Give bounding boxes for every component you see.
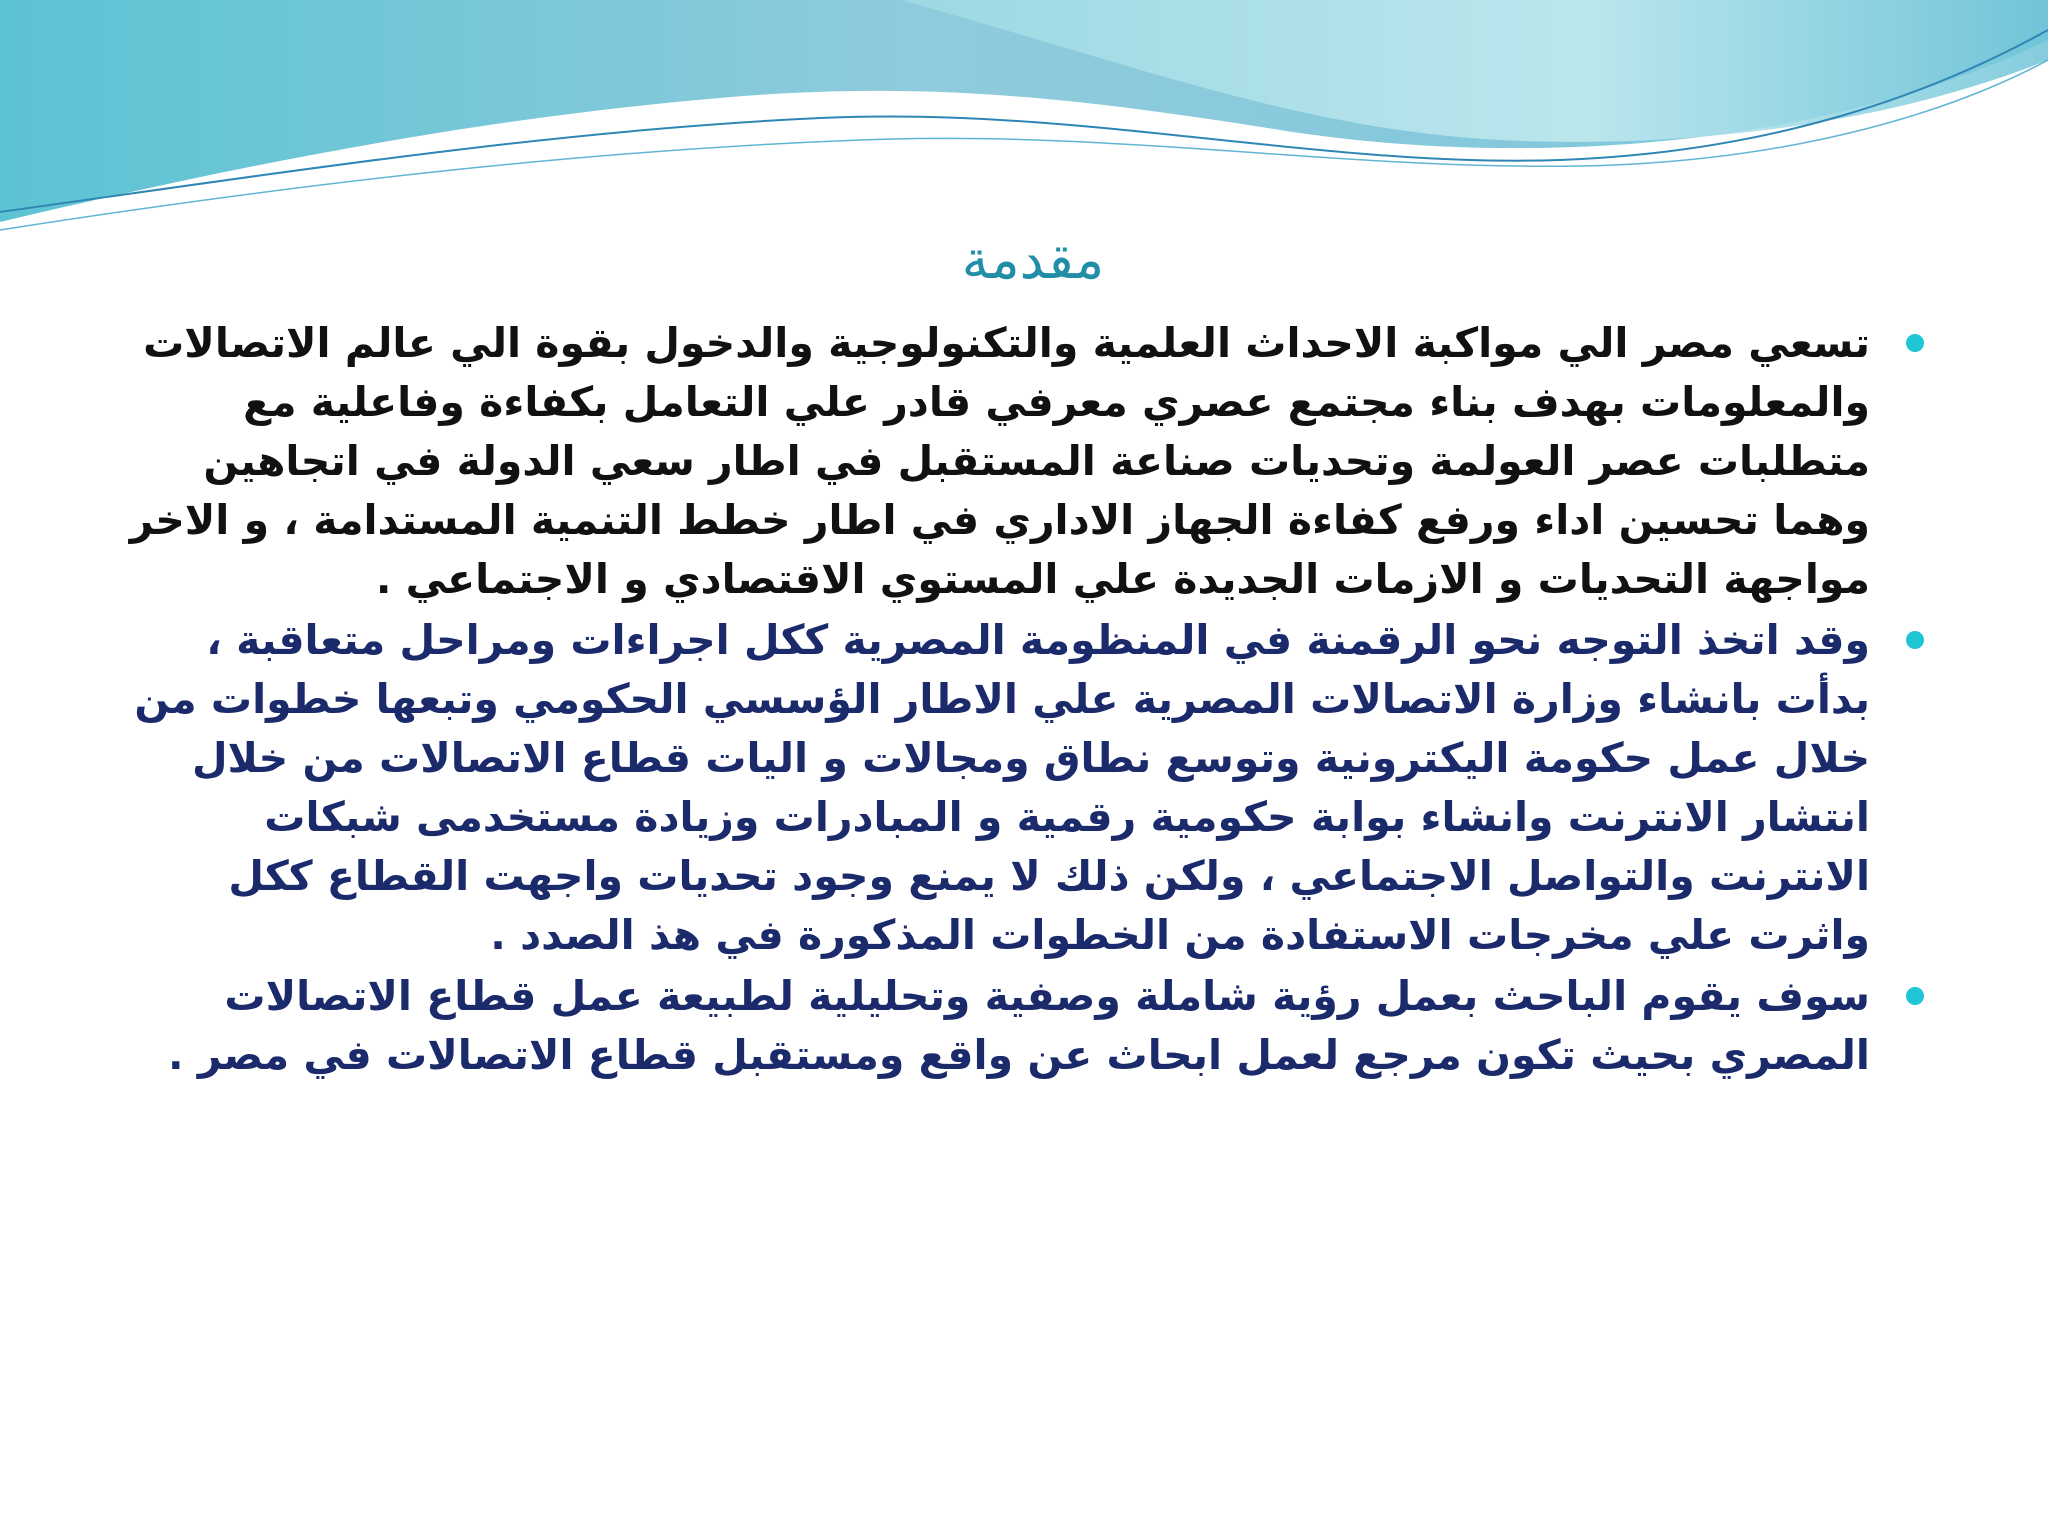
bullet-dot-icon: [1906, 631, 1924, 649]
header-wave-decoration: [0, 0, 2048, 240]
bullet-text: وقد اتخذ التوجه نحو الرقمنة في المنظومة المصرية ككل اجراءات ومراحل متعاقبة ، بدأت بانشاء وزارة الاتصالات المصرية علي الاطار الؤسسي الحكومي وتبعها خطوات من خلال عمل حكومة اليكترونية وتوسع نطاق ومجالات و اليات قطاع الاتصالات من خلال انتشار الانترنت وانشاء بوابة حكومية رقمية و المبادرات وزيادة مستخدمى شبكات الانترنت والتواصل الاجتماعي ، ولكن ذلك لا يمنع وجود تحديات واجهت القطاع ككل واثرت علي مخرجات الاستفادة من الخطوات المذكورة في هذ الصدد .: [134, 616, 1870, 959]
slide-title: مقدمة: [961, 228, 1105, 291]
bullet-text: تسعي مصر الي مواكبة الاحداث العلمية والتكنولوجية والدخول بقوة الي عالم الاتصالات والمعلومات بهدف بناء مجتمع عصري معرفي قادر علي التعامل بكفاءة وفاعلية مع متطلبات عصر العولمة وتحديات صناعة المستقبل في اطار سعي الدولة في اتجاهين وهما تحسين اداء ورفع كفاءة الجهاز الاداري في اطار خطط التنمية المستدامة ، و الاخر مواجهة التحديات و الازمات الجديدة علي المستوي الاقتصادي و الاجتماعي .: [129, 319, 1870, 603]
bullet-item: [120, 314, 1870, 609]
bullet-list: [120, 314, 1870, 1087]
bullet-item: [120, 611, 1870, 965]
bullet-dot-icon: [1906, 987, 1924, 1005]
bullet-item: [120, 967, 1870, 1085]
bullet-text: سوف يقوم الباحث بعمل رؤية شاملة وصفية وتحليلية لطبيعة عمل قطاع الاتصالات المصري بحيث تكون مرجع لعمل ابحاث عن واقع ومستقبل قطاع الاتصالات في مصر .: [167, 972, 1870, 1079]
bullet-dot-icon: [1906, 334, 1924, 352]
